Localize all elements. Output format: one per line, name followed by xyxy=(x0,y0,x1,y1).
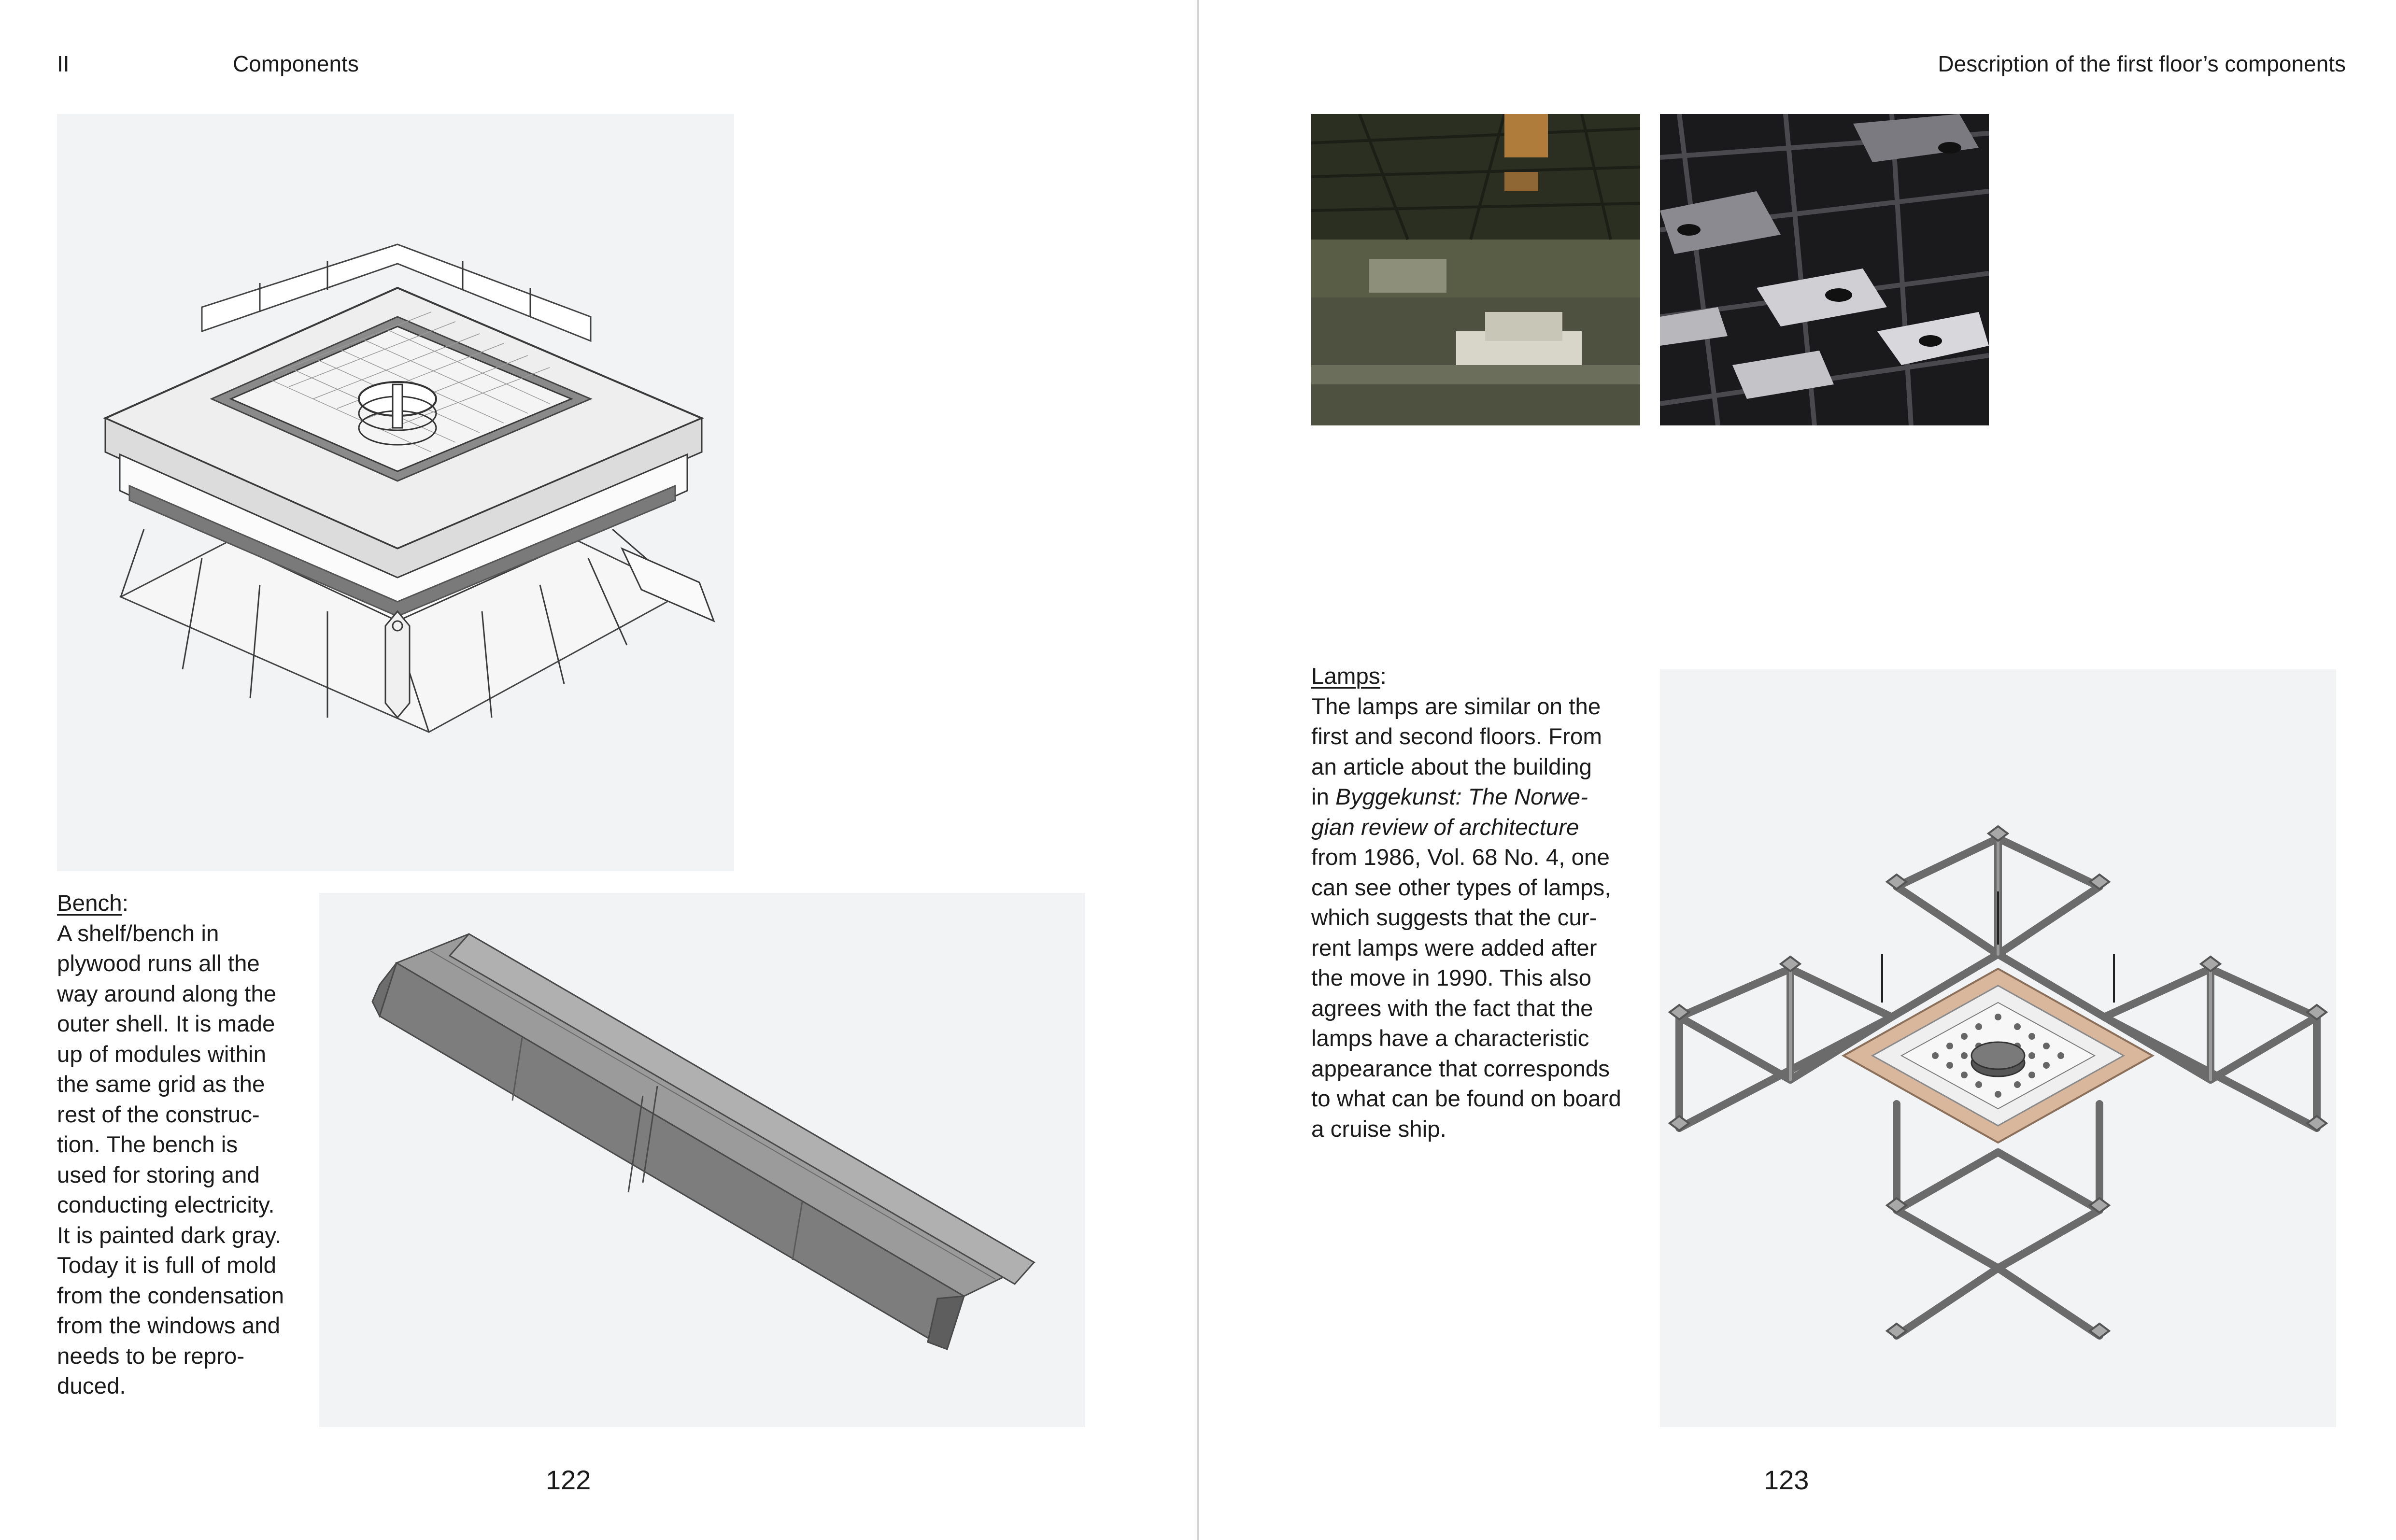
right-page xyxy=(1199,0,2396,1540)
bench-drawing xyxy=(319,893,1085,1427)
page-number-right: 123 xyxy=(1764,1465,1809,1495)
bench-heading: Bench xyxy=(57,890,122,916)
bench-line: from the windows and xyxy=(57,1313,281,1339)
bench-line: used for storing and xyxy=(57,1162,260,1188)
lamps-line: a cruise ship. xyxy=(1311,1116,1446,1142)
lamp-truss-render xyxy=(1660,669,2336,1427)
bench-line: duced. xyxy=(57,1373,126,1399)
lamps-line: in xyxy=(1311,784,1336,810)
ceiling-photo-image xyxy=(1660,114,1989,425)
lamp-truss-drawing xyxy=(1660,669,2336,1427)
lamps-line: appearance that corresponds xyxy=(1311,1056,1610,1082)
bench-line: up of modules within xyxy=(57,1041,267,1067)
lamps-line: rent lamps were added after xyxy=(1311,935,1597,961)
publication-title-continued: gian review of architecture xyxy=(1311,814,1579,840)
bench-line: from the condensation xyxy=(57,1283,284,1309)
section-title: Components xyxy=(233,51,359,76)
lamps-line: The lamps are similar on the xyxy=(1311,693,1601,720)
bench-line: rest of the construc- xyxy=(57,1102,260,1128)
lamps-line: can see other types of lamps, xyxy=(1311,875,1611,901)
running-title: Description of the first floor’s components xyxy=(1938,51,2346,76)
bench-line: the same grid as the xyxy=(57,1072,265,1097)
lamps-line: to what can be found on board xyxy=(1311,1086,1621,1112)
lamps-line: agrees with the fact that the xyxy=(1311,995,1593,1021)
lamps-heading: Lamps xyxy=(1311,664,1380,689)
section-number: II xyxy=(57,51,70,76)
interior-photo xyxy=(1311,114,1640,425)
bench-line: conducting electricity. xyxy=(57,1192,275,1218)
interior-photo-image xyxy=(1311,114,1640,425)
bench-line: Today it is full of mold xyxy=(57,1253,277,1278)
lamps-line: from 1986, Vol. 68 No. 4, one xyxy=(1311,845,1610,870)
publication-title: Byggekunst: The Norwe- xyxy=(1335,784,1588,810)
bench-line: outer shell. It is made xyxy=(57,1011,275,1037)
lamps-paragraph: Lamps: The lamps are similar on the first and second floors. From an article about the building in Byggekunst: The Norwe- gian review of architecture from 1986, Vol. 68 No. 4, one can see other types of lamps, which suggests that the cur- rent lamps were added after the move in 1990. This also agrees with the fact that the lamps have a characteristic appearance that corresponds to what can be found on board a cruise ship. xyxy=(1311,664,1621,1142)
lamps-line: an article about the building xyxy=(1311,754,1592,780)
lamps-line: the move in 1990. This also xyxy=(1311,965,1592,991)
lamps-line: first and second floors. From xyxy=(1311,724,1602,749)
bench-line: plywood runs all the xyxy=(57,951,260,976)
bench-line: needs to be repro- xyxy=(57,1343,245,1369)
lamps-line: which suggests that the cur- xyxy=(1311,905,1597,931)
ceiling-photo xyxy=(1660,114,1989,425)
bench-paragraph: Bench: A shelf/bench in plywood runs all the way around along the outer shell. It is made up of modules within the same grid as the rest of the construc- tion. The bench is used for storing and conducting electricity. It is painted dark gray. Today it is full of mold from the condensation from the windows and needs to be repro- duced. xyxy=(57,890,284,1399)
pavilion-line-art xyxy=(57,114,734,871)
page-number-left: 122 xyxy=(546,1465,591,1495)
bench-line: way around along the xyxy=(57,981,277,1007)
bench-line: A shelf/bench in xyxy=(57,920,219,947)
lamps-line: lamps have a characteristic xyxy=(1311,1026,1589,1051)
bench-module-render xyxy=(319,893,1085,1427)
pavilion-axonometric-drawing xyxy=(57,114,734,871)
bench-line: It is painted dark gray. xyxy=(57,1222,281,1248)
bench-line: tion. The bench is xyxy=(57,1132,238,1158)
